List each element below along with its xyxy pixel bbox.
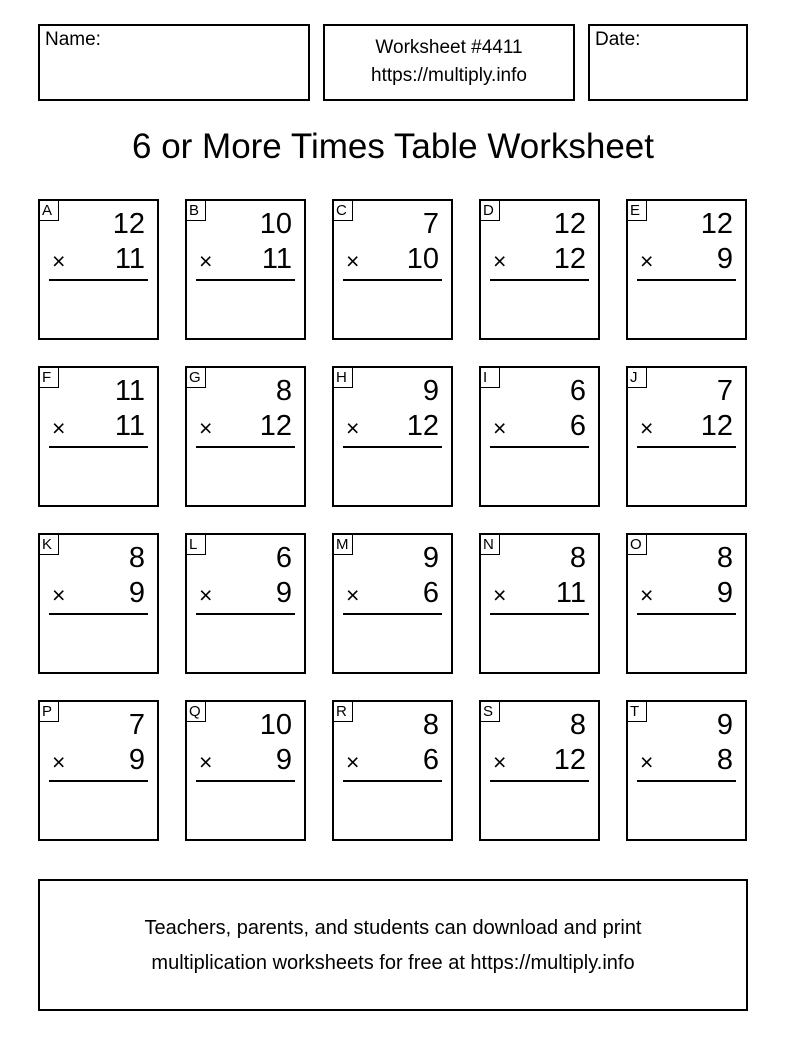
problem-card: [185, 199, 306, 340]
date-field[interactable]: [588, 24, 748, 101]
problem-letter: F: [40, 368, 59, 388]
problem-letter: N: [481, 535, 500, 555]
multiplier: 6: [422, 577, 439, 609]
multiplicand: 6: [275, 542, 292, 574]
answer-line: [490, 446, 589, 448]
multiplicand: 10: [259, 709, 292, 741]
worksheet-url: https://multiply.info: [371, 65, 527, 86]
answer-line: [196, 279, 295, 281]
times-sign: ×: [493, 749, 507, 775]
problem-letter: J: [628, 368, 647, 388]
problem-letter: T: [628, 702, 647, 722]
problem-card: [479, 533, 600, 674]
footer-box: [38, 879, 748, 1011]
multiplier: 6: [422, 744, 439, 776]
answer-line: [637, 279, 736, 281]
problem-card: [38, 366, 159, 507]
problem-letter: G: [187, 368, 206, 388]
times-sign: ×: [493, 248, 507, 274]
problem-card: [479, 366, 600, 507]
problem-letter: A: [40, 201, 59, 221]
answer-line: [196, 446, 295, 448]
problem-card: [185, 533, 306, 674]
problem-card: [332, 533, 453, 674]
problem-letter: E: [628, 201, 647, 221]
multiplicand: 6: [569, 375, 586, 407]
problem-letter: D: [481, 201, 500, 221]
times-sign: ×: [52, 248, 66, 274]
multiplier: 9: [716, 243, 733, 275]
multiplicand: 9: [422, 375, 439, 407]
multiplier: 11: [555, 577, 586, 609]
multiplicand: 8: [716, 542, 733, 574]
multiplicand: 8: [422, 709, 439, 741]
problem-letter: O: [628, 535, 647, 555]
multiplicand: 9: [422, 542, 439, 574]
multiplier: 11: [114, 410, 145, 442]
problem-letter: S: [481, 702, 500, 722]
problem-letter: B: [187, 201, 206, 221]
answer-line: [637, 613, 736, 615]
multiplier: 12: [700, 410, 733, 442]
multiplicand: 10: [259, 208, 292, 240]
answer-line: [49, 780, 148, 782]
page-title: 6 or More Times Table Worksheet: [132, 127, 654, 166]
problem-letter: M: [334, 535, 353, 555]
answer-line: [637, 446, 736, 448]
multiplicand: 12: [700, 208, 733, 240]
problem-card: [626, 533, 747, 674]
multiplier: 10: [406, 243, 439, 275]
answer-line: [49, 613, 148, 615]
times-sign: ×: [199, 582, 213, 608]
problem-card: [332, 700, 453, 841]
multiplier: 9: [716, 577, 733, 609]
multiplicand: 12: [112, 208, 145, 240]
answer-line: [490, 780, 589, 782]
times-sign: ×: [493, 582, 507, 608]
answer-line: [637, 780, 736, 782]
times-sign: ×: [52, 582, 66, 608]
multiplier: 9: [128, 577, 145, 609]
answer-line: [49, 446, 148, 448]
footer-line-2: multiplication worksheets for free at https://multiply.info: [151, 952, 635, 974]
problem-letter: I: [481, 368, 500, 388]
problem-letter: L: [187, 535, 206, 555]
multiplier: 9: [275, 744, 292, 776]
multiplicand: 9: [716, 709, 733, 741]
multiplicand: 7: [422, 208, 439, 240]
multiplier: 6: [569, 410, 586, 442]
problem-card: [626, 700, 747, 841]
times-sign: ×: [346, 749, 360, 775]
problem-card: [626, 199, 747, 340]
times-sign: ×: [346, 415, 360, 441]
multiplier: 12: [259, 410, 292, 442]
answer-line: [343, 613, 442, 615]
times-sign: ×: [640, 248, 654, 274]
problem-card: [332, 199, 453, 340]
worksheet-number: Worksheet #4411: [375, 37, 523, 58]
answer-line: [343, 780, 442, 782]
problem-letter: C: [334, 201, 353, 221]
problem-card: [38, 199, 159, 340]
times-sign: ×: [52, 749, 66, 775]
problem-card: [38, 533, 159, 674]
problem-letter: Q: [187, 702, 206, 722]
worksheet-info-box: [323, 24, 575, 101]
multiplicand: 7: [716, 375, 733, 407]
multiplicand: 8: [569, 709, 586, 741]
times-sign: ×: [640, 582, 654, 608]
problem-letter: P: [40, 702, 59, 722]
times-sign: ×: [199, 248, 213, 274]
name-label: Name:: [45, 29, 101, 50]
answer-line: [343, 446, 442, 448]
multiplier: 11: [261, 243, 292, 275]
times-sign: ×: [346, 582, 360, 608]
times-sign: ×: [640, 749, 654, 775]
multiplicand: 11: [114, 375, 145, 407]
answer-line: [49, 279, 148, 281]
problem-card: [479, 700, 600, 841]
times-sign: ×: [52, 415, 66, 441]
problem-card: [38, 700, 159, 841]
multiplier: 9: [128, 744, 145, 776]
answer-line: [343, 279, 442, 281]
answer-line: [196, 780, 295, 782]
multiplicand: 12: [553, 208, 586, 240]
multiplier: 9: [275, 577, 292, 609]
problem-card: [332, 366, 453, 507]
times-sign: ×: [493, 415, 507, 441]
problem-letter: K: [40, 535, 59, 555]
problem-card: [626, 366, 747, 507]
multiplicand: 8: [128, 542, 145, 574]
problem-card: [479, 199, 600, 340]
answer-line: [490, 613, 589, 615]
date-label: Date:: [595, 29, 641, 50]
multiplier: 12: [406, 410, 439, 442]
name-field[interactable]: [38, 24, 310, 101]
problem-letter: R: [334, 702, 353, 722]
footer-line-1: Teachers, parents, and students can download and print: [144, 917, 642, 939]
multiplier: 12: [553, 243, 586, 275]
multiplier: 11: [114, 243, 145, 275]
multiplicand: 7: [128, 709, 145, 741]
problem-letter: H: [334, 368, 353, 388]
multiplier: 8: [716, 744, 733, 776]
times-sign: ×: [640, 415, 654, 441]
answer-line: [196, 613, 295, 615]
multiplicand: 8: [275, 375, 292, 407]
answer-line: [490, 279, 589, 281]
multiplicand: 8: [569, 542, 586, 574]
problem-card: [185, 700, 306, 841]
problem-card: [185, 366, 306, 507]
times-sign: ×: [346, 248, 360, 274]
multiplier: 12: [553, 744, 586, 776]
times-sign: ×: [199, 415, 213, 441]
times-sign: ×: [199, 749, 213, 775]
